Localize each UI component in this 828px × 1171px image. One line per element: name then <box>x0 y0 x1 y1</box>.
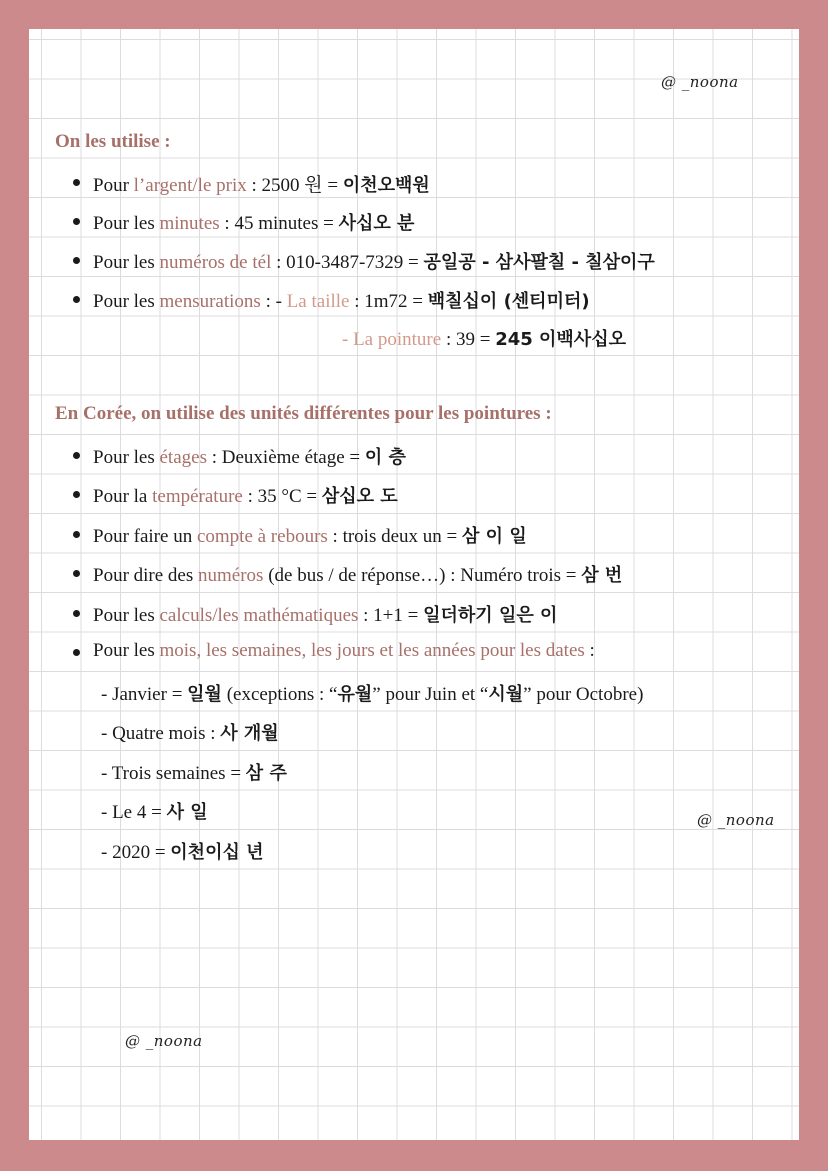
item-rest: : 45 minutes = <box>219 213 339 234</box>
date-korean: 일월 <box>187 684 222 705</box>
watermark-top: @ _noona <box>661 73 739 91</box>
item-lead: Pour faire un <box>93 526 197 547</box>
subline-korean: 245 이백사십오 <box>495 329 626 350</box>
list-item <box>93 482 398 508</box>
item-lead: Pour les <box>93 605 160 626</box>
date-korean: 사 일 <box>166 802 208 823</box>
item-rest: : 35 °C = <box>242 486 322 507</box>
date-line <box>101 838 264 864</box>
item-rest: : trois deux un = <box>327 526 463 547</box>
section1-heading: On les utilise : <box>55 131 171 152</box>
date-suffix: ” pour Juin et “ <box>372 684 489 705</box>
item-korean: 공일공 - 삼사팔칠 - 칠삼이구 <box>423 252 655 273</box>
date-korean: 사 개월 <box>220 723 279 744</box>
item-subterm: La taille <box>286 291 350 312</box>
item-korean: 백칠십이 (센티미터) <box>427 291 590 312</box>
subline-rest: : 39 = <box>441 329 496 350</box>
item-rest: : - <box>260 291 287 312</box>
watermark-middle: @ _noona <box>697 811 775 829</box>
item-rest2: : 1m72 = <box>349 291 428 312</box>
date-suffix: (exceptions : “ <box>221 684 338 705</box>
date-text: - Quatre mois : <box>101 723 221 744</box>
item-korean: 삼 이 일 <box>462 526 527 547</box>
item-term: numéros <box>198 565 264 586</box>
watermark-bottom: @ _noona <box>125 1032 203 1050</box>
subline-term: La pointure <box>353 329 442 350</box>
note-sheet <box>29 29 799 1140</box>
item-korean: 삼 번 <box>581 565 623 586</box>
date-line <box>101 719 279 745</box>
date-korean: 삼 주 <box>245 763 287 784</box>
list-item <box>93 248 655 274</box>
date-line <box>101 798 208 824</box>
list-item <box>93 287 590 313</box>
date-korean: 이천이십 년 <box>170 842 264 863</box>
list-item <box>93 170 430 197</box>
item-korean: 사십오 분 <box>338 213 415 234</box>
item-korean: 이천오백원 <box>342 175 430 196</box>
item-rest: : 010-3487-7329 = <box>271 252 424 273</box>
subline-prefix: - <box>342 329 354 350</box>
list-item <box>93 209 414 235</box>
list-item <box>93 601 557 627</box>
item-rest: : 1+1 = <box>358 605 424 626</box>
item-term: minutes <box>159 213 220 234</box>
list-subline <box>342 325 626 351</box>
item-lead: Pour les <box>93 291 160 312</box>
item-term: mensurations <box>159 291 261 312</box>
item-term: étages <box>159 447 207 468</box>
item-lead: Pour les <box>93 447 160 468</box>
date-text: - Trois semaines = <box>101 763 246 784</box>
item-rest: : 2500 원 = <box>246 175 343 196</box>
item-term: compte à rebours <box>196 526 328 547</box>
item-korean: 삼십오 도 <box>321 486 398 507</box>
item-rest: : <box>584 640 595 661</box>
item-lead: Pour la <box>93 486 153 507</box>
list-item <box>93 640 595 662</box>
item-term: calculs/les mathématiques <box>159 605 359 626</box>
item-lead: Pour dire des <box>93 565 199 586</box>
list-item <box>93 522 527 548</box>
list-item <box>93 443 406 469</box>
item-rest: : Deuxième étage = <box>206 447 365 468</box>
item-korean: 이 층 <box>364 447 406 468</box>
date-line <box>101 759 287 785</box>
item-term: l’argent/le prix <box>133 175 247 196</box>
date-korean: 유월 <box>337 684 373 705</box>
date-korean: 시월 <box>488 684 524 705</box>
item-term: numéros de tél <box>159 252 272 273</box>
item-term: température <box>152 486 243 507</box>
date-suffix: ” pour Octobre) <box>523 684 644 705</box>
item-rest: (de bus / de réponse…) : Numéro trois = <box>263 565 582 586</box>
date-text: - Le 4 = <box>101 802 167 823</box>
item-lead: Pour <box>93 175 134 196</box>
date-text: - 2020 = <box>101 842 171 863</box>
list-item <box>93 561 622 587</box>
item-term: mois, les semaines, les jours et les années pour les dates <box>159 640 585 661</box>
item-lead: Pour les <box>93 640 160 661</box>
item-korean: 일더하기 일은 이 <box>423 605 558 626</box>
date-line <box>101 680 643 706</box>
item-lead: Pour les <box>93 252 160 273</box>
date-text: - Janvier = <box>101 684 188 705</box>
item-lead: Pour les <box>93 213 160 234</box>
section2-heading: En Corée, on utilise des unités différentes pour les pointures : <box>55 403 552 424</box>
